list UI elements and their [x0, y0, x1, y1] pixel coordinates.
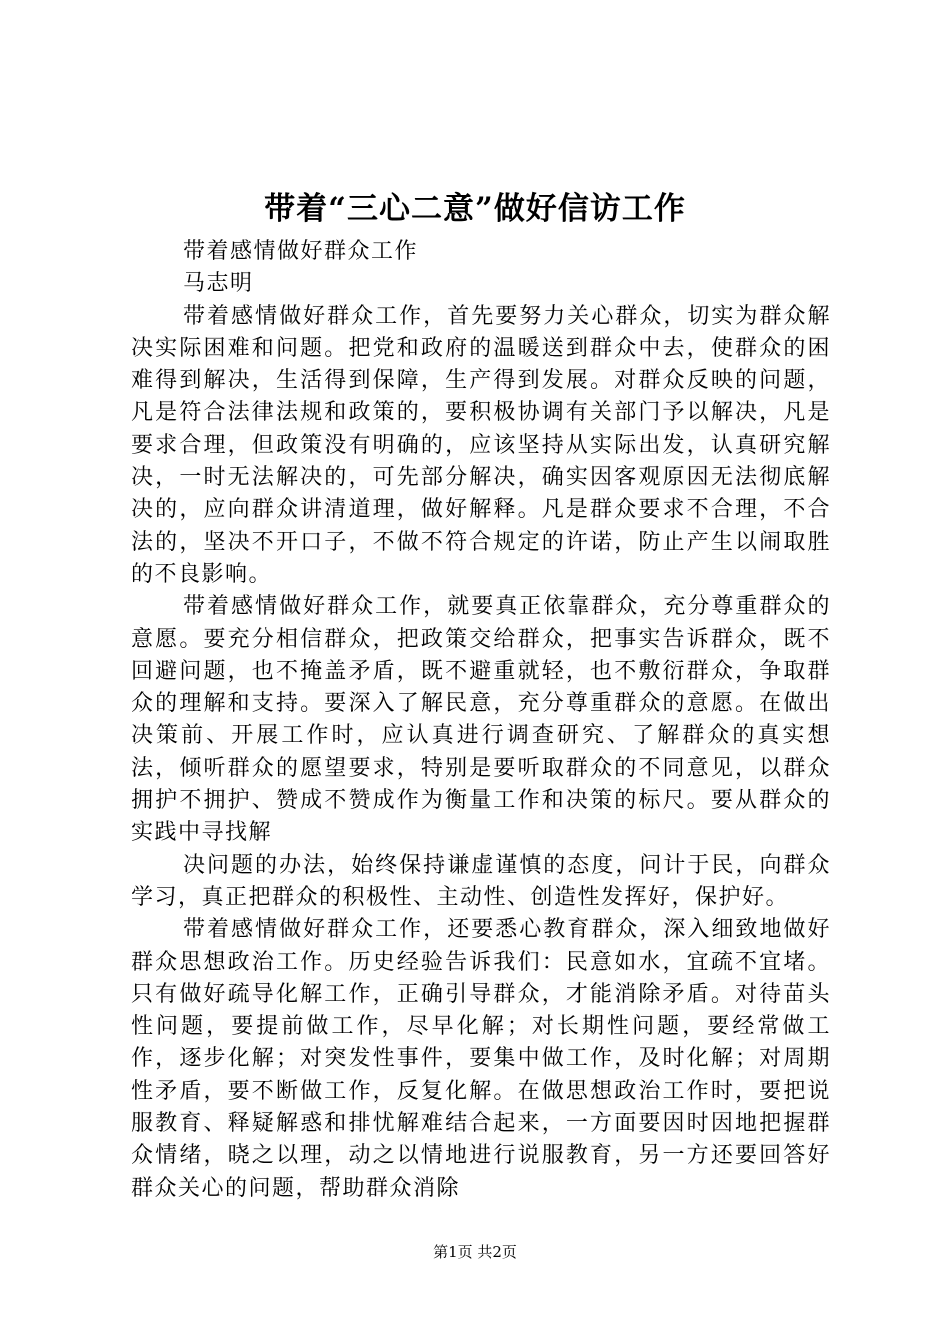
page-footer: 第1页 共2页	[433, 1243, 517, 1261]
paragraph-2: 带着感情做好群众工作，就要真正依靠群众，充分尊重群众的意愿。要充分相信群众，把政策交给群众，把事实告诉群众，既不回避问题，也不掩盖矛盾，既不避重就轻，也不敷衍群众，争取群众的理解和支持。要深入了解民意，充分尊重群众的意愿。在做出决策前、开展工作时，应认真进行调查研究、了解群众的真实想法，倾听群众的愿望要求，特别是要听取群众的不同意见，以群众拥护不拥护、赞成不赞成作为衡量工作和决策的标尺。要从群众的实践中寻找解	[131, 594, 831, 846]
document-body	[131, 236, 831, 1205]
subtitle-line: 带着感情做好群众工作	[183, 239, 419, 264]
paragraph-3: 决问题的办法，始终保持谦虚谨慎的态度，问计于民，向群众学习，真正把群众的积极性、主动性、创造性发挥好，保护好。	[131, 852, 831, 910]
document-title: 带着“三心二意”做好信访工作	[264, 191, 686, 227]
author-line: 马志明	[183, 271, 254, 297]
paragraph-1: 带着感情做好群众工作，首先要努力关心群众，切实为群众解决实际困难和问题。把党和政府的温暖送到群众中去，使群众的困难得到解决，生活得到保障，生产得到发展。对群众反映的问题，凡是符合法律法规和政策的，要积极协调有关部门予以解决，凡是要求合理，但政策没有明确的，应该坚持从实际出发，认真研究解决，一时无法解决的，可先部分解决，确实因客观原因无法彻底解决的，应向群众讲清道理，做好解释。凡是群众要求不合理，不合法的，坚决不开口子，不做不符合规定的许诺，防止产生以闹取胜的不良影响。	[131, 303, 831, 587]
paragraph-4: 带着感情做好群众工作，还要悉心教育群众，深入细致地做好群众思想政治工作。历史经验告诉我们：民意如水，宜疏不宜堵。只有做好疏导化解工作，正确引导群众，才能消除矛盾。对待苗头性问题，要提前做工作，尽早化解；对长期性问题，要经常做工作，逐步化解；对突发性事件，要集中做工作，及时化解；对周期性矛盾，要不断做工作，反复化解。在做思想政治工作时，要把说服教育、释疑解惑和排忧解难结合起来，一方面要因时因地把握群众情绪，晓之以理，动之以情地进行说服教育，另一方还要回答好群众关心的问题，帮助群众消除	[131, 917, 831, 1201]
